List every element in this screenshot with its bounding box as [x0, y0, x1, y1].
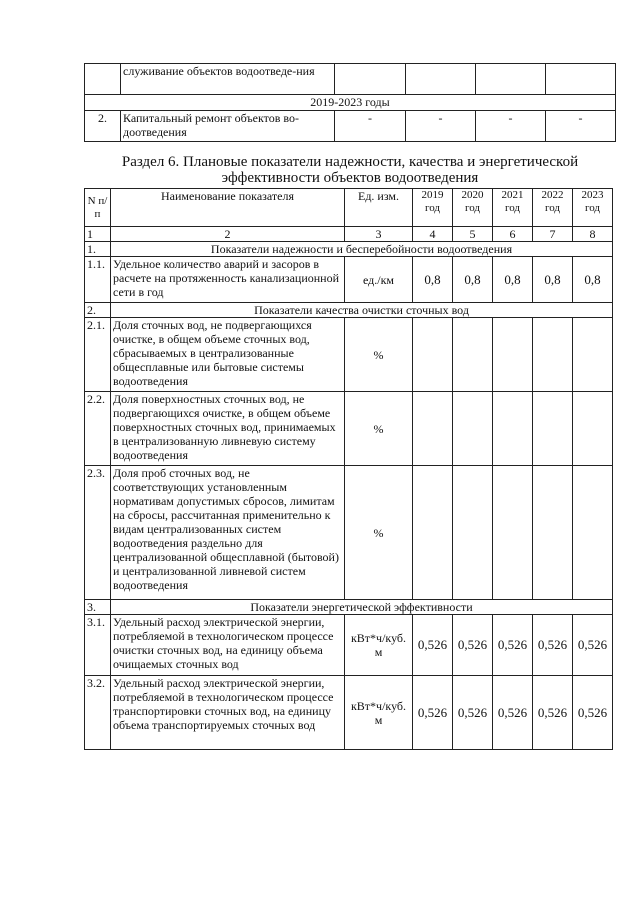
table-row [85, 466, 613, 600]
row-number: 1.1. [85, 257, 111, 303]
unit-cell: ед./км [345, 257, 413, 303]
value-cell [406, 64, 476, 95]
value-cell [493, 466, 533, 600]
previous-section-table [84, 63, 616, 142]
indicator-name: Удельное количество аварий и засоров в расчете на протяженность канализационной сети в год [111, 257, 345, 303]
header-unit: Ед. изм. [345, 189, 413, 227]
row-number: 2.2. [85, 392, 111, 466]
group-title: Показатели качества очистки сточных вод [111, 303, 613, 318]
value-cell [413, 318, 453, 392]
value-cell: 0,526 [573, 615, 613, 676]
group-number: 2. [85, 303, 111, 318]
column-number: 3 [345, 227, 413, 242]
table-row [85, 676, 613, 750]
value-cell [546, 64, 616, 95]
value-cell: 0,526 [413, 615, 453, 676]
value-cell [533, 466, 573, 600]
value-cell: 0,526 [453, 615, 493, 676]
value-cell [413, 466, 453, 600]
value-cell [573, 318, 613, 392]
group-number: 1. [85, 242, 111, 257]
value-cell [476, 64, 546, 95]
table-row [85, 318, 613, 392]
table-row [85, 392, 613, 466]
header-number: N п/п [85, 189, 111, 227]
table-row [85, 257, 613, 303]
value-cell: - [546, 111, 616, 142]
value-cell: - [476, 111, 546, 142]
indicator-name: Удельный расход электрической энергии, потребляемой в технологическом процессе очистки сточных вод, на единицу объема очищаемых сточных вод [111, 615, 345, 676]
table-row [85, 111, 616, 142]
unit-cell: кВт*ч/куб. м [345, 676, 413, 750]
header-year: 2022 год [533, 189, 573, 227]
unit-cell: % [345, 392, 413, 466]
indicators-table [84, 188, 613, 750]
group-row [85, 600, 613, 615]
value-cell: 0,526 [493, 615, 533, 676]
value-cell: 0,526 [413, 676, 453, 750]
group-row [85, 303, 613, 318]
value-cell [573, 392, 613, 466]
indicator-name: Доля сточных вод, не подвергающихся очистке, в общем объеме сточных вод, сбрасываемых в централизованные общесплавные или бытовые системы водоотведения [111, 318, 345, 392]
unit-cell: - [335, 111, 406, 142]
row-number: 3.2. [85, 676, 111, 750]
section-title: Раздел 6. Плановые показатели надежности, качества и энергетической эффективности объектов водоотведения [121, 154, 579, 186]
header-year: 2021 год [493, 189, 533, 227]
indicator-name: Доля поверхностных сточных вод, не подвергающихся очистке, в общем объеме поверхностных сточных вод, принимаемых в централизованную ливневую систему водоотведения [111, 392, 345, 466]
header-year: 2023 год [573, 189, 613, 227]
row-number: 2.3. [85, 466, 111, 600]
value-cell: 0,526 [493, 676, 533, 750]
group-row [85, 242, 613, 257]
unit-cell: кВт*ч/куб. м [345, 615, 413, 676]
value-cell: 0,8 [453, 257, 493, 303]
value-cell [533, 392, 573, 466]
period-row [85, 95, 616, 111]
value-cell: 0,8 [533, 257, 573, 303]
value-cell [493, 392, 533, 466]
column-number: 2 [111, 227, 345, 242]
value-cell [493, 318, 533, 392]
row-number: 2. [85, 111, 121, 142]
unit-cell [335, 64, 406, 95]
value-cell [453, 318, 493, 392]
unit-cell: % [345, 466, 413, 600]
row-number: 2.1. [85, 318, 111, 392]
value-cell [573, 466, 613, 600]
column-number: 6 [493, 227, 533, 242]
group-title: Показатели энергетической эффективности [111, 600, 613, 615]
group-title: Показатели надежности и бесперебойности водоотведения [111, 242, 613, 257]
value-cell [413, 392, 453, 466]
header-year: 2020 год [453, 189, 493, 227]
header-year: 2019 год [413, 189, 453, 227]
column-number: 4 [413, 227, 453, 242]
value-cell: 0,526 [533, 615, 573, 676]
value-cell: 0,8 [413, 257, 453, 303]
value-cell: 0,526 [453, 676, 493, 750]
indicator-name: служивание объектов водоотведе-ния [121, 64, 335, 95]
value-cell: 0,8 [493, 257, 533, 303]
period-label: 2019-2023 годы [85, 95, 616, 111]
value-cell: 0,526 [573, 676, 613, 750]
value-cell [453, 466, 493, 600]
column-number: 7 [533, 227, 573, 242]
column-number: 5 [453, 227, 493, 242]
indicator-name: Удельный расход электрической энергии, потребляемой в технологическом процессе транспортировки сточных вод, на единицу объема транспортируемых сточных вод [111, 676, 345, 750]
value-cell [453, 392, 493, 466]
table-row [85, 615, 613, 676]
column-number-row [85, 227, 613, 242]
value-cell: - [406, 111, 476, 142]
indicator-name: Капитальный ремонт объектов во-доотведения [121, 111, 335, 142]
value-cell: 0,8 [573, 257, 613, 303]
header-row [85, 189, 613, 227]
indicator-name: Доля проб сточных вод, не соответствующих установленным нормативам допустимых сбросов, лимитам на сбросы, рассчитанная применительно к видам централизованных систем водоотведения раздельно для централизованной общесплавной (бытовой) и централизованной ливневой систем водоотведения [111, 466, 345, 600]
column-number: 8 [573, 227, 613, 242]
column-number: 1 [85, 227, 111, 242]
value-cell: 0,526 [533, 676, 573, 750]
row-number [85, 64, 121, 95]
header-name: Наименование показателя [111, 189, 345, 227]
row-number: 3.1. [85, 615, 111, 676]
value-cell [533, 318, 573, 392]
table-row [85, 64, 616, 95]
group-number: 3. [85, 600, 111, 615]
unit-cell: % [345, 318, 413, 392]
